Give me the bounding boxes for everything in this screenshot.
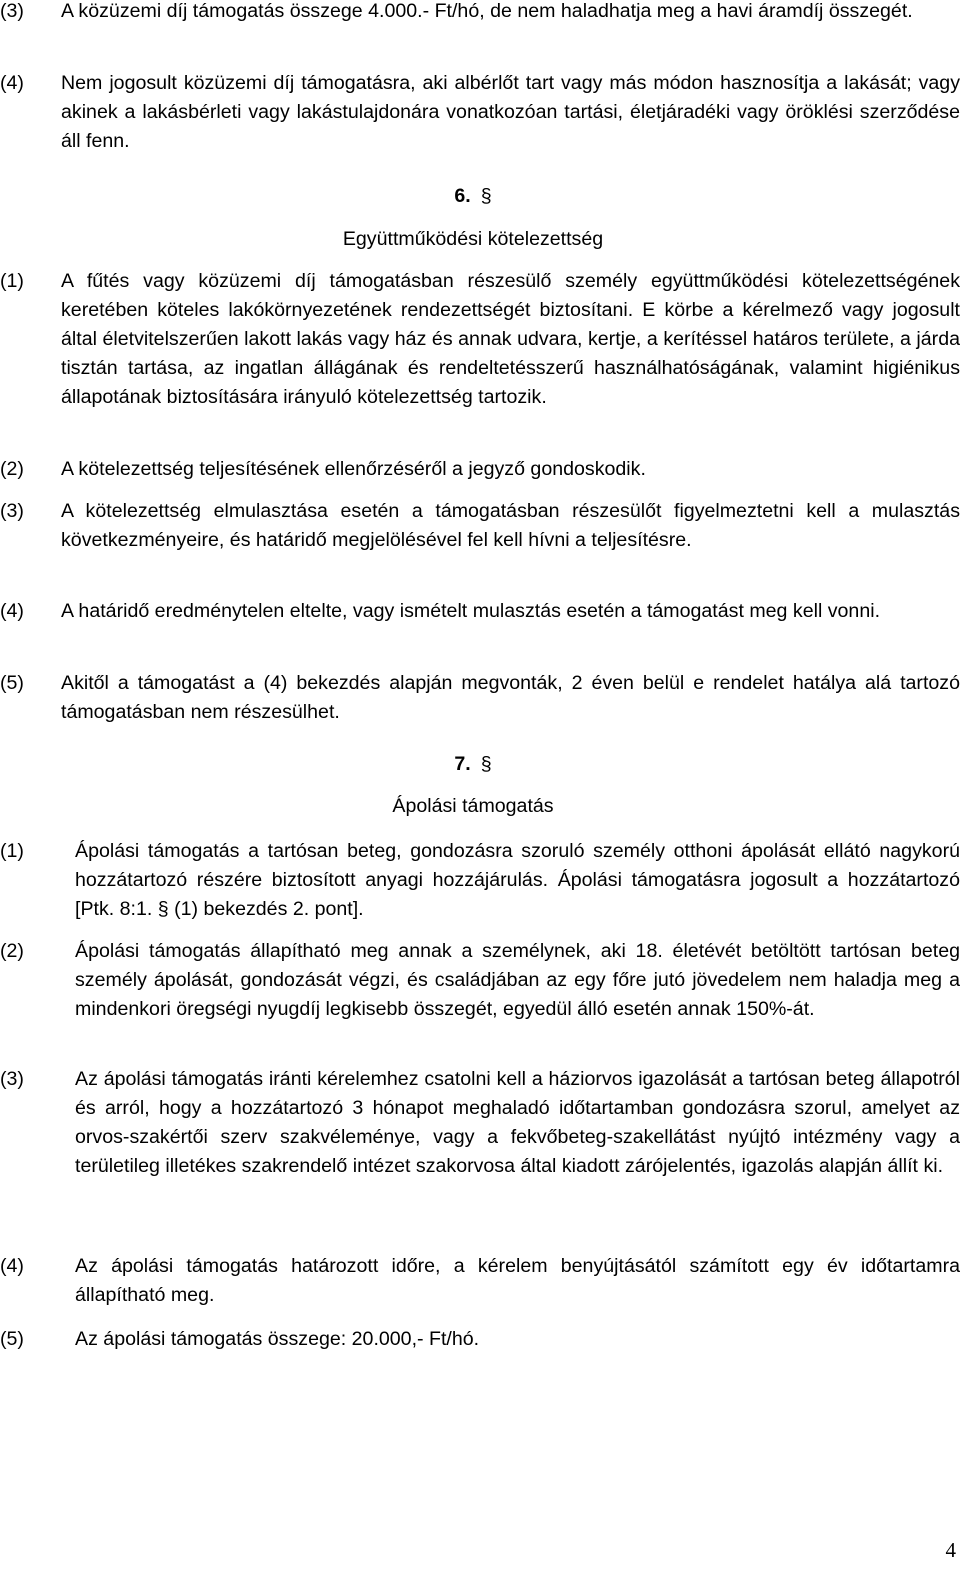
paragraph-6-4	[0, 597, 960, 626]
paragraph-6-5	[0, 669, 960, 727]
section-7-number	[0, 753, 946, 776]
paragraph-number: (3)	[0, 0, 24, 22]
paragraph-5-3	[0, 0, 960, 26]
section-7-title: Ápolási támogatás	[392, 795, 554, 817]
paragraph-7-3	[0, 1065, 960, 1181]
paragraph-number: (5)	[0, 1328, 24, 1350]
paragraph-5-4	[0, 69, 960, 156]
paragraph-text: Akitől a támogatást a (4) bekezdés alapján megvonták, 2 éven belül e rendelet hatálya alá tartozó támogatásban nem részesülhet.	[61, 672, 960, 723]
section-symbol: §	[480, 185, 492, 207]
paragraph-number: (3)	[0, 1068, 24, 1090]
paragraph-7-4	[0, 1252, 960, 1310]
paragraph-7-2	[0, 937, 960, 1024]
paragraph-number: (1)	[0, 270, 24, 292]
paragraph-text: A közüzemi díj támogatás összege 4.000.- Ft/hó, de nem haladhatja meg a havi áramdíj összegét.	[61, 0, 913, 22]
paragraph-text: Az ápolási támogatás összege: 20.000,- Ft/hó.	[75, 1328, 480, 1350]
paragraph-6-1	[0, 267, 960, 412]
page-number: 4	[945, 1538, 956, 1562]
section-6-number	[0, 185, 946, 208]
paragraph-number: (4)	[0, 72, 24, 94]
paragraph-number: (5)	[0, 672, 24, 694]
paragraph-text: A fűtés vagy közüzemi díj támogatásban részesülő személy együttműködési kötelezettségének keretében köteles lakókörnyezetének rendezettségét biztosítani. E körbe a kérelmező vagy jogosult által életvitelszerűen lakott lakás vagy ház és annak udvara, kertje, a kerítéssel határos területe, a járda tisztán tartása, az ingatlan állágának és rendeltetésszerű használhatóságának, valamint higiénikus állapotának biztosítására irányuló kötelezettség tartozik.	[61, 270, 960, 408]
paragraph-number: (3)	[0, 500, 24, 522]
paragraph-text: Nem jogosult közüzemi díj támogatásra, aki albérlőt tart vagy más módon hasznosítja a lakását; vagy akinek a lakásbérleti vagy lakástulajdonára vonatkozóan tartási, életjáradéki vagy öröklési szerződése áll fenn.	[61, 72, 960, 152]
paragraph-number: (2)	[0, 940, 24, 962]
paragraph-7-5	[0, 1325, 960, 1354]
paragraph-text: Ápolási támogatás állapítható meg annak a személynek, aki 18. életévét betöltött tartósan beteg személy ápolását, gondozását végzi, és családjában az egy főre jutó jövedelem nem haladja meg a mindenkori öregségi nyugdíj legkisebb összegét, egyedül álló esetén annak 150%-át.	[75, 940, 960, 1020]
paragraph-text: Az ápolási támogatás iránti kérelemhez csatolni kell a háziorvos igazolását a tartósan beteg állapotról és arról, hogy a hozzátartozó 3 hónapot meghaladó időtartamban gondozásra szorul, amelyet az orvos-szakértői szerv szakvéleménye, vagy a fekvőbeteg-szakellátást nyújtó intézmény vagy a területileg illetékes szakrendelő intézet szakorvosa által kiadott zárójelentés, igazolás alapján állít ki.	[75, 1068, 960, 1177]
paragraph-text: A határidő eredménytelen eltelte, vagy ismételt mulasztás esetén a támogatást meg kell vonni.	[61, 600, 881, 622]
section-number: 7.	[454, 753, 471, 775]
section-number: 6.	[454, 185, 471, 207]
paragraph-6-2	[0, 455, 960, 484]
paragraph-number: (4)	[0, 600, 24, 622]
section-6-title: Együttműködési kötelezettség	[342, 228, 604, 250]
paragraph-number: (2)	[0, 458, 24, 480]
paragraph-number: (4)	[0, 1255, 24, 1277]
paragraph-text: Ápolási támogatás a tartósan beteg, gondozásra szoruló személy otthoni ápolását ellátó nagykorú hozzátartozó részére biztosított anyagi hozzájárulás. Ápolási támogatásra jogosult a hozzátartozó [Ptk. 8:1. § (1) bekezdés 2. pont].	[75, 840, 960, 920]
paragraph-text: A kötelezettség teljesítésének ellenőrzéséről a jegyző gondoskodik.	[61, 458, 646, 480]
paragraph-number: (1)	[0, 840, 24, 862]
paragraph-6-3	[0, 497, 960, 555]
section-symbol: §	[480, 753, 492, 775]
paragraph-text: A kötelezettség elmulasztása esetén a támogatásban részesülőt figyelmeztetni kell a mulasztás következményeire, és határidő megjelölésével fel kell hívni a teljesítésre.	[61, 500, 960, 551]
paragraph-text: Az ápolási támogatás határozott időre, a kérelem benyújtásától számított egy év időtartamra állapítható meg.	[75, 1255, 960, 1306]
paragraph-7-1	[0, 837, 960, 924]
